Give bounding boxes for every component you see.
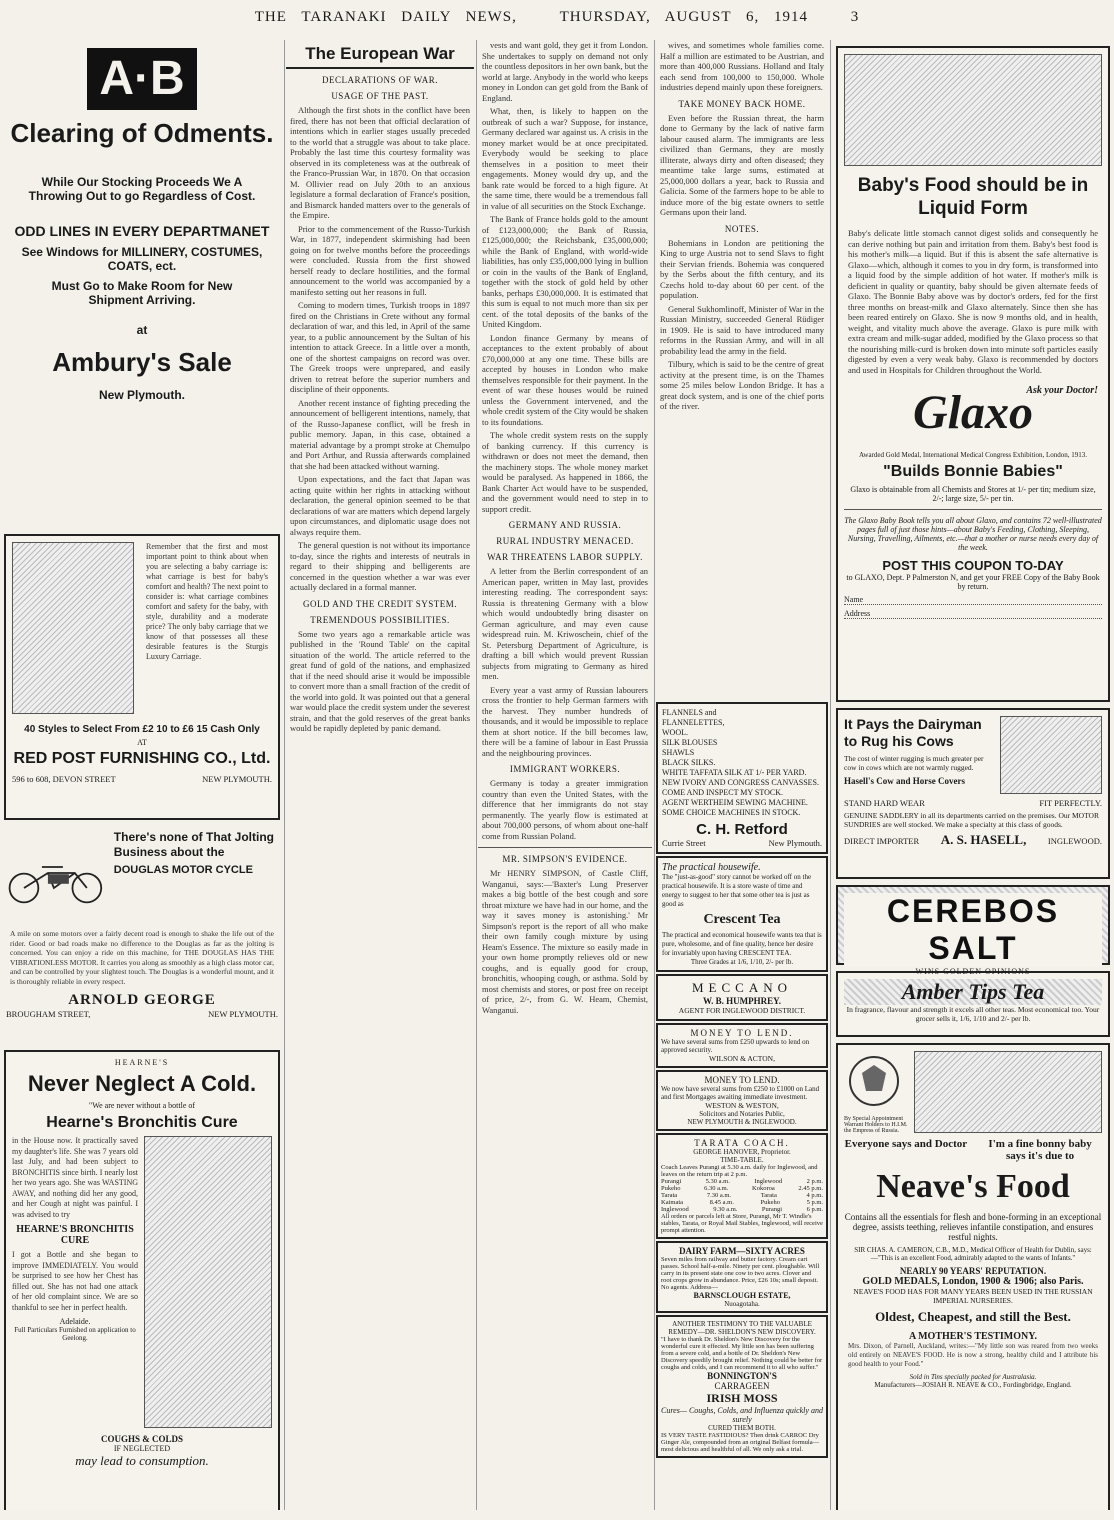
crescent-blurb: The "just-as-good" story cannot be worked off on the practical housewife. It is a store waste of time and energy to suggest to her that some other tea is just as good as	[662, 873, 812, 908]
redpost-address: 596 to 608, DEVON STREET	[12, 774, 116, 784]
douglas-brand: DOUGLAS MOTOR CYCLE	[113, 864, 253, 876]
timetable-cell: 6 p.m.	[806, 1206, 823, 1213]
neave-royal: NEAVE'S FOOD HAS FOR MANY YEARS BEEN USED IN THE RUSSIAN IMPERIAL NURSERIES.	[853, 1287, 1093, 1305]
neave-years: NEARLY 90 YEARS' REPUTATION.	[899, 1266, 1047, 1276]
neave-testimony: Mrs. Dixon, of Parnell, Auckland, writes:—"My little son was reared from two weeks old entirely on NEAVE'S FOOD. He is now a strong, healthy child and I attribute his good health to your Food."	[848, 1342, 1098, 1368]
coupon-heading: POST THIS COUPON TO-DAY	[882, 558, 1064, 573]
column-5	[832, 40, 1114, 1510]
knight-illustration	[144, 1136, 272, 1428]
douglas-dealer: ARNOLD GEORGE	[68, 992, 216, 1008]
timetable-cell: Purangi	[661, 1178, 682, 1185]
article-paragraph: General Sukhomlinoff, Minister of War in the Russian Ministry, succeeded General Rüdiger in 1909. He is said to have introduced many reforms in the Russian Army, and will in all probability lead the army in the field.	[660, 303, 824, 356]
neave-name: Neave's Food	[876, 1168, 1070, 1205]
glaxo-book: The Glaxo Baby Book tells you all about Glaxo, and contains 72 well-illustrated pages full of just those hints—about Baby's Feeding, Clothing, Sleeping, Nursing, Travelling, Ailments, etc.—that a mother or nurse needs every day of the week.	[844, 516, 1102, 552]
glaxo-award: Awarded Gold Medal, International Medical Congress Exhibition, London, 1913.	[859, 451, 1087, 459]
timetable-cell: 8.45 a.m.	[709, 1199, 734, 1206]
money-role: Solicitors and Notaries Public,	[699, 1110, 785, 1118]
meccano-advert	[656, 974, 828, 1021]
neave-sold: Sold in Tins specially packed for Australasia.	[909, 1373, 1037, 1381]
hasell-town: INGLEWOOD.	[1047, 836, 1102, 846]
article-paragraph: Another recent instance of fighting preceding the announcement of belligerent intentions, namely, that of the Russo-Japanese conflict, will be fresh in public memory. Japan, in this case, obtained a material advantage by a prompt stroke at Chemulpo and Port Arthur, and Russia afterwards complained that she had been attacked without warning.	[290, 397, 470, 471]
retford-name: C. H. Retford	[696, 821, 788, 838]
timetable-cell: Tarata	[661, 1192, 678, 1199]
timetable-cell: 2 p.m.	[806, 1178, 823, 1185]
article-paragraph: Germany is today a greater immigration country than even the United States, with the difference that her immigrants do not stay permanently. The yearly flow is estimated at about 700,000 persons, of whom about one-half come from Russian Poland.	[482, 778, 648, 841]
article-paragraph: The whole credit system rests on the supply of banking currency. If this currency is withdrawn or does not meet the demand, then the machinery stops. The whole money market would be paralysed. As happened in 1866, the Bank Charter Act would have to be suspended, and the government would need to step in to support credit.	[482, 430, 648, 514]
horse-illustration	[1000, 716, 1102, 794]
redpost-styles: 40 Styles to Select From £2 10 to £6 15 Cash Only	[24, 724, 260, 735]
masthead	[0, 0, 1114, 34]
timetable-cell: Pukeho	[760, 1199, 780, 1206]
bonnington-cures: Cures— Coughs, Colds, and Influenza quickly and surely	[661, 1406, 823, 1424]
retford-advert	[656, 702, 828, 854]
article-paragraph: Coming to modern times, Turkish troops in 1897 fired on the Christians in Crete without any formal declaration of war, and this led, in April of the same year, to a public announcement by the Sultan of his intention to attack Greece. In a little over a month, one of the shortest campaigns on record was over. The Greek troops were unprepared, and easily driven to retreat before the superior numbers and discipline of their opponents.	[290, 300, 470, 394]
redpost-name: RED POST FURNISHING CO., Ltd.	[13, 750, 271, 767]
timetable-cell: 7.30 a.m.	[706, 1192, 732, 1199]
hasell-headline: It Pays the Dairyman to Rug his Cows	[844, 716, 982, 749]
hasell-name: A. S. HASELL,	[940, 832, 1027, 847]
money-lend-advert-1	[656, 1023, 828, 1068]
redpost-advert	[4, 534, 280, 820]
column-4-ad-stack	[656, 40, 828, 1510]
coupon-address-field[interactable]: Address	[844, 609, 1102, 619]
timetable-cell: Tarata	[760, 1192, 777, 1199]
redpost-town: NEW PLYMOUTH.	[202, 774, 272, 784]
glaxo-advert	[836, 46, 1110, 702]
article-paragraph: Tilbury, which is said to be the centre of great activity at the present time, is on the Thames some 25 miles below London Bridge. It has a great dock system, and is one of the chief ports of the river.	[660, 359, 824, 411]
hearne-advert	[4, 1050, 280, 1510]
bonnington-head: ANOTHER TESTIMONY TO THE VALUABLE REMEDY—DR. SHELDON'S NEW DISCOVERY.	[668, 1320, 816, 1336]
hearne-foot-1: COUGHS & COLDS	[100, 1434, 183, 1444]
subhead-rural: RURAL INDUSTRY MENACED.	[496, 536, 634, 546]
meccano-agent: W. B. HUMPHREY.	[702, 996, 782, 1006]
article-paragraph: London finance Germany by means of acceptances to the extent probably of about £70,000,000 at any one time. These bills are accepted by houses in London who make themselves responsible for their payment. In the event of war these houses would be ruined unless the Government intervened, and the whole credit system of the City would be shaken to its foundations.	[482, 332, 648, 427]
crescent-desc: The practical and economical housewife wants tea that is pure, wholesome, and of fine quality, hence her desire for invariably upon having CRESCENT TEA.	[662, 931, 822, 957]
coupon-name-field[interactable]: Name	[844, 595, 1102, 605]
column-rule	[284, 40, 285, 1510]
timetable-cell: Inglewood	[661, 1206, 689, 1213]
money-lend-advert-2	[656, 1070, 828, 1131]
article-paragraph: The Bank of France holds gold to the amount of £123,000,000; the Bank of Russia, £125,000,000; the Reichsbank, £35,000,000; while the Bank of England, with world-wide liabilities, has only £35,000,000 lying in bullion or coin in the vaults of the Bank of England, together with the stock of gold held by other banks, perhaps £30,000,000. It is estimated that this sum is equal to not much more than six per cent. of the total deposits of the banks of the United Kingdom.	[482, 214, 648, 329]
retford-item: FLANNELS and	[662, 708, 717, 717]
retford-item: AGENT WERTHEIM SEWING MACHINE. SOME CHOICE MACHINES IN STOCK.	[662, 798, 808, 817]
subhead-money-home: TAKE MONEY BACK HOME.	[678, 98, 806, 109]
neave-testimony-title: A MOTHER'S TESTIMONY.	[908, 1331, 1038, 1342]
subhead-declarations: DECLARATIONS OF WAR.	[321, 75, 439, 85]
retford-item: WHITE TAFFATA SILK AT 1/- PER YARD.	[662, 768, 807, 777]
column-rule	[476, 40, 477, 1510]
glaxo-availability: Glaxo is obtainable from all Chemists and Stores at 1/- per tin; medium size, 2/-; large size, 5/- per tin.	[850, 485, 1096, 503]
timetable-row	[661, 1192, 823, 1199]
bottle-label-3: IRISH MOSS	[706, 1391, 778, 1405]
glaxo-headline: Baby's Food should be in Liquid Form	[857, 175, 1089, 219]
retford-item: SHAWLS	[662, 748, 695, 757]
timetable-cell: 6.30 a.m.	[704, 1185, 729, 1192]
money-name: WILSON & ACTON,	[709, 1054, 775, 1063]
page-number: 3	[850, 9, 860, 25]
ambury-at: at	[136, 323, 148, 337]
timetable-cell: 4 p.m.	[806, 1192, 823, 1199]
amber-name: Amber Tips Tea	[844, 979, 1102, 1005]
bonnington-advert	[656, 1315, 828, 1458]
hasell-fit: FIT PERFECTLY.	[1039, 798, 1102, 808]
glaxo-logo: Glaxo	[913, 386, 1033, 439]
column-2	[286, 40, 474, 1510]
bonnington-text: "I have to thank Dr. Sheldon's New Discovery for the wonderful cure it effected. My little son has been suffering from a severe cold, and a bottle of Dr. Sheldon's New Discovery speedily brought relief. Nothing could be better for coughs and colds, and I can recommend it to all who suffer."	[661, 1336, 823, 1371]
cerebos-sub: WINS GOLDEN OPINIONS	[915, 967, 1031, 976]
timetable-row	[661, 1206, 823, 1213]
baby-carriage-illustration	[12, 542, 134, 714]
column-rule	[830, 40, 831, 1510]
hearne-label: HEARNE'S BRONCHITIS CURE	[16, 1224, 134, 1246]
newspaper-title: THE TARANAKI DAILY NEWS,	[254, 9, 517, 25]
article-paragraph: Every year a vast army of Russian labourers cross the frontier to help German farmers with the harvest. They number hundreds of thousands, and it would be impossible to replace them at short notice. If the bill becomes law, there will be a famine of labour in East Prussia and the neighbouring provinces.	[482, 684, 648, 758]
hearne-place: Adelaide.	[59, 1317, 91, 1326]
column-1	[0, 40, 284, 1510]
neave-medals: GOLD MEDALS, London, 1900 & 1906; also Paris.	[862, 1276, 1084, 1287]
douglas-address: BROUGHAM STREET,	[6, 1009, 91, 1019]
neave-maker: Manufacturers—JOSIAH R. NEAVE & CO., Fordingbridge, England.	[874, 1381, 1072, 1389]
retford-town: New Plymouth.	[768, 838, 822, 848]
issue-date: THURSDAY, AUGUST 6, 1914	[559, 9, 808, 25]
ambury-line4: See Windows for MILLINERY, COSTUMES, COATS, ect.	[21, 245, 263, 273]
douglas-town: NEW PLYMOUTH.	[208, 1009, 278, 1019]
coach-sub: TIME-TABLE.	[720, 1156, 764, 1164]
subhead-labor: WAR THREATENS LABOR SUPPLY.	[487, 552, 643, 562]
cerebos-advert	[836, 885, 1110, 976]
redpost-at: AT	[137, 738, 147, 747]
hasell-advert	[836, 708, 1110, 879]
subhead-notes: NOTES.	[724, 223, 760, 234]
coach-text: Coach Leaves Purangi at 5.30 a.m. daily for Inglewood, and leaves on the return trip at 2 p.m.	[661, 1164, 818, 1178]
money-name: WESTON & WESTON,	[705, 1101, 779, 1110]
hearne-brand: HEARNE'S	[114, 1058, 170, 1067]
money-town: NEW PLYMOUTH & INGLEWOOD.	[687, 1118, 797, 1126]
crescent-tag: The practical housewife.	[662, 862, 761, 873]
neave-advert	[836, 1043, 1110, 1510]
article-paragraph: Upon expectations, and the fact that Japan was acting quite within her rights in attacking without declaration, the general opinion seemed to be that declarations of war are matters which depend largely upon circumstances, and diplomatic usage does not always require them.	[290, 474, 470, 537]
hasell-role: DIRECT IMPORTER	[844, 836, 920, 846]
article-paragraph: vests and want gold, they get it from London. She undertakes to supply on demand not only the countless depositors in her own bank, but the world at large. Anybody in the world who keeps money in London can get gold from the Bank of England.	[482, 40, 648, 103]
motorcycle-illustration	[6, 830, 108, 925]
retford-street: Currie Street	[662, 838, 706, 848]
timetable-row	[661, 1199, 823, 1206]
dairy-town: Nuoagotaha.	[724, 1300, 760, 1308]
coach-prop: GEORGE HANOVER, Proprietor.	[693, 1148, 791, 1156]
timetable-cell: 5 p.m.	[806, 1199, 823, 1206]
ambury-headline: Clearing of Odments.	[10, 118, 274, 148]
money-head: MONEY TO LEND.	[690, 1028, 794, 1038]
dairy-head: DAIRY FARM—SIXTY ACRES	[679, 1246, 805, 1256]
amber-tips-advert	[836, 971, 1110, 1037]
simpson-head: MR. SIMPSON'S EVIDENCE.	[502, 854, 628, 864]
ambury-line5: Must Go to Make Room for New Shipment Arriving.	[51, 279, 233, 307]
hearne-foot-3: may lead to consumption.	[75, 1453, 209, 1468]
subhead-possibilities: TREMENDOUS POSSIBILITIES.	[310, 614, 450, 625]
article-paragraph: wives, and sometimes whole families come. Half a million are estimated to be Austrian, and more than 400,000 Russians. Holland and Italy each send from 100,000 to 150,000. Whole industries depend mainly upon these foreigners.	[660, 40, 824, 92]
neave-tag: Oldest, Cheapest, and still the Best.	[875, 1309, 1071, 1324]
subhead-usage: USAGE OF THE PAST.	[331, 91, 429, 101]
subhead-immigrant: IMMIGRANT WORKERS.	[509, 764, 621, 774]
baby-illustration	[844, 54, 1102, 166]
article-paragraph: Prior to the commencement of the Russo-Turkish War, in 1877, independent skirmishing had been going on for twelve months before the proceedings were concluded. Russia from the first showed herself ready to declare hostilities, and the formal announcement to the world was accompanied by a manifesto setting out her reasons in full.	[290, 223, 470, 297]
dairy-note: No agents. Address—	[661, 1284, 718, 1291]
douglas-advert	[0, 826, 284, 1044]
bottle-label-2: CARRAGEEN	[714, 1381, 770, 1391]
coach-head: TARATA COACH.	[694, 1138, 790, 1148]
timetable-row	[661, 1178, 823, 1185]
bonnington-foot: CURED THEM BOTH.	[708, 1424, 776, 1432]
subhead-germany-russia: GERMANY AND RUSSIA.	[508, 520, 622, 530]
money-text: We now have several sums from £250 to £1000 on Land and first Mortgages awaiting immediate investment.	[661, 1085, 820, 1101]
article-paragraph: The general question is not without its importance to-day, since the rights and interests of neutrals in regard to their shipping and belligerents are concerned in the question whether a war was ever actually declared in a formal manner.	[290, 540, 470, 592]
hearne-quote: "We are never without a bottle of	[88, 1101, 196, 1110]
neave-text: Contains all the essentials for flesh and bone-forming in an exceptional degree, assists teething, relieves infantile constipation, and ensures restful nights.	[844, 1212, 1102, 1242]
hearne-text-2: I got a Bottle and she began to improve IMMEDIATELY. You would be surprised to see how her Chest has filled out. She has not had one attack of her old complaint since. We are so thankful to see her in perfect health.	[12, 1250, 138, 1312]
ab-logo: A·B	[87, 48, 197, 110]
timetable-cell: Inglewood	[754, 1178, 783, 1185]
hasell-sub: Hasell's Cow and Horse Covers	[844, 776, 965, 786]
hearne-text: in the House now. It practically saved my daughter's life. She was 7 years old last July, and had been subject to BRONCHITIS since birth. I nearly lost her two years ago. She was WASTING AWAY, and nothing did her any good, and her Cough at night was painful. I was advised to try	[12, 1136, 138, 1219]
amber-text: In fragrance, flavour and strength it excels all other teas. Most economical too. Your grocer sells it, 1/6, 1/10 and 2/- per lb.	[846, 1005, 1100, 1023]
retford-item: FLANNELETTES,	[662, 718, 725, 727]
ambury-line2: Throwing Out to go Regardless of Cost.	[28, 189, 256, 203]
redpost-text: Remember that the first and most important point to think about when you are selecting a baby carriage is: what carriage is best for baby's comfort and health? The next point to consider is: what carriage combines comfort and safety for the baby, with style, durability and a moderate price? The only baby carriage that we know of that possesses all these desirable features is the Sturgis Luxury Carriage.	[146, 542, 268, 661]
timetable-cell: 9.30 a.m.	[713, 1206, 738, 1213]
timetable-cell: 2.45 p.m.	[798, 1185, 823, 1192]
retford-item: WOOL.	[662, 728, 688, 737]
hearne-foot-2: IF NEGLECTED	[113, 1444, 171, 1453]
column-rule	[654, 40, 655, 1510]
ambury-advert	[0, 48, 284, 528]
ask-doctor: Ask your Doctor!	[1026, 385, 1098, 396]
crest-icon	[844, 1051, 904, 1111]
neave-warrant: By Special Appointment Warrant Holders to H.I.M. the Empress of Russia.	[844, 1116, 908, 1134]
dairy-name: BARNSCLOUGH ESTATE,	[693, 1291, 791, 1300]
timetable-cell: Kaimata	[661, 1199, 684, 1206]
neave-doctor: SIR CHAS. A. CAMERON, C.B., M.D., Medical Officer of Health for Dublin, says:—"This is an excellent Food, admirably adapted to the wants of Infants."	[854, 1246, 1092, 1262]
hasell-text: The cost of winter rugging is much greater per cow in cows which are not warmly rugged.	[844, 754, 984, 772]
timetable-row	[661, 1185, 823, 1192]
cerebos-name: CEREBOS SALT	[844, 893, 1102, 967]
simpson-text: Mr HENRY SIMPSON, of Castle Cliff, Wanganui, says:—'Baxter's Lung Preserver makes a big bottle of the best cough and sore throat mixture we have had in our home, and the way it saves money is astonishing.' Mr Simpson's report is the report of all who make their own family cough mixture by using Heam's Essence. The mixture so easily made in your own home promptly relieves old or new coughs, and is equally good for croup, bronchitis, whooping cough, or asthma. Sold by most chemists and stores, or post free on receipt of price, 2/-, from G. W. Heam, Chemist, Wanganui.	[482, 868, 648, 1015]
retford-item: BLACK SILKS.	[662, 758, 716, 767]
hasell-note: GENUINE SADDLERY in all its departments carried on the premises. Our MOTOR SUNDRIES are well stocked. We make a specialty at this class of goods.	[844, 811, 1099, 829]
timetable-cell: Kokoroa	[752, 1185, 775, 1192]
article-paragraph: Some two years ago a remarkable article was published in the 'Round Table' on the capital situation of the world. The article referred to the great fund of gold of the nations, and emphasized that if the need should arise it would be impossible to convert more than a small fraction of the credit of the world into gold. It was pointed out that a general war would place the credit system under the severest strain, and that the gold reserves of the great banks would be rapidly depleted by panic demand.	[290, 628, 470, 733]
glaxo-text: Baby's delicate little stomach cannot digest solids and consequently he can derive nothing but pain and irritation from them. Baby's best food is his mother's milk—a liquid. But if this is absent the safe alternative is Glaxo—which, although it comes to you in dry form, is transformed into a liquid food by the simple addition of hot water. If mother's milk is deficient in quality or quantity, baby should be given alternate feeds of Glaxo. The Bonnie Baby above was by doctor's orders, fed for the first three months on breast-milk and Glaxo alternately. Since then she has been reared entirely on Glaxo. She is now 9 months old, and in health, weight, and vitality much above the average. Glaxo is pure milk with extra cream and milk-sugar added, modified by the Glaxo process so that the nourishing milk-curd is broken down into minute soft particles easily digested by even a very weak baby. Glaxo is recommended by doctors and used in Hospitals for Children throughout the World.	[848, 228, 1098, 375]
article-paragraph: Even before the Russian threat, the harm done to Germany by the lack of native farm labour caused alarm. The immigrants are less civilized than Germans, they are mostly illiterate, always dirty and often diseased; they meantime take large sums, estimated at 25,000,000 dollars a year, back to Russia and Galicia. Some of the farmers hope to be able to induce more of the big estate owners to settle Germans upon their land.	[660, 112, 824, 217]
bottle-label-1: BONNINGTON'S	[707, 1371, 777, 1381]
tarata-coach-advert	[656, 1133, 828, 1239]
hearne-headline: Never Neglect A Cold.	[27, 1071, 257, 1096]
douglas-text: A mile on some motors over a fairly decent road is enough to shake the life out of the rider. Good or bad roads make no difference to the Douglas as far as the jolting is concerned. You can enjoy a ride on this machine, for THE DOUGLAS HAS THE VIBRATIONLESS MOTOR. It carries you along as smoothly as a high class motor car, and can be controlled by your slightest touch. The Douglas is a wonderful mount, and it is thoroughly reliable in every respect.	[10, 929, 274, 986]
neave-right: I'm a fine bonny baby says it's due to	[988, 1138, 1092, 1162]
hasell-wear: STAND HARD WEAR	[844, 798, 925, 808]
hearne-product: Hearne's Bronchitis Cure	[46, 1114, 238, 1131]
neave-left: Everyone says and Doctor	[844, 1138, 968, 1150]
money-text: We have several sums from £250 upwards to lend on approved security.	[661, 1038, 810, 1054]
timetable-cell: 5.30 a.m.	[705, 1178, 730, 1185]
money-head: MONEY TO LEND.	[704, 1075, 780, 1085]
crescent-grades: Three Grades at 1/6, 1/10, 2/- per lb.	[690, 958, 794, 966]
crescent-tea-advert	[656, 856, 828, 972]
subhead-gold: GOLD AND THE CREDIT SYSTEM.	[303, 598, 457, 609]
article-paragraph: What, then, is likely to happen on the outbreak of such a war? Suppose, for instance, Germany declared war against us. A crisis in the money market would be at once precipitated. Everybody would be seeking to place themselves in a position to meet their engagements. Money would dry up, and the bank rate would be forced to a high figure. At the same time, there would be a tremendous fall in value of all securities on the Stock Exchange.	[482, 106, 648, 211]
retford-address-row	[662, 838, 822, 848]
retford-item: NEW IVORY AND CONGRESS CANVASSES. COME AND INSPECT MY STOCK.	[662, 778, 819, 797]
baby-illustration	[914, 1051, 1102, 1133]
meccano-name: MECCANO	[691, 980, 792, 995]
timetable-cell: Purangi	[761, 1206, 783, 1213]
ambury-line1: While Our Stocking Proceeds We A	[41, 175, 243, 189]
ambury-name: Ambury's Sale	[52, 347, 232, 377]
column-3	[478, 40, 652, 1510]
european-war-title: The European War	[286, 44, 474, 69]
retford-item: SILK BLOUSES	[662, 738, 718, 747]
article-paragraph: A letter from the Berlin correspondent of an American paper, written in May last, provides interesting reading. The correspondent says: Russia is threatening Germany with a blow which would undoubtedly bring disaster on German agriculture, and may even cause widespread ruin. M. Kriwoschein, chief of the St. Petersburg Department of Agriculture, is drafting a bill which would prevent Russian subjects from migrating to Germany as hired men.	[482, 566, 648, 681]
ambury-town: New Plymouth.	[98, 388, 185, 402]
hearne-note: Full Particulars Furnished on application to Geelong.	[14, 1326, 136, 1342]
article-paragraph: Bohemians in London are petitioning the King to urge Austria not to send Slavs to fight their Servian friends. Bohemia was conquered by the Serbs about the fifth century, and its Czechs hold to-day about 60 per cent. of the population.	[660, 237, 824, 300]
crescent-name: Crescent Tea	[703, 912, 781, 927]
ambury-line3: ODD LINES IN EVERY DEPARTMANET	[14, 223, 270, 239]
dairy-farm-advert	[656, 1241, 828, 1313]
coupon-text: to GLAXO, Dept. P Palmerston N, and get your FREE Copy of the Baby Book by return.	[846, 573, 1100, 591]
article-paragraph: Although the first shots in the conflict have been fired, there has not been that official declaration of intentions which in earlier stages usually preceded to the world that a struggle was about to take place. Probably the last time this courtesy formality was observed in its completeness was at the outbreak of the Franco-Prussian War, in 1870. On that occasion M. Ollivier read on July 20th to an anxious legislature a formal declaration of France's position, and Bismarck handed matters over to the generals of the Empire.	[290, 105, 470, 220]
timetable-cell: Pukeho	[661, 1185, 681, 1192]
coach-note: All orders or parcels left at Store, Purangi, Mr T. Windle's stables, Tarata, or Royal Mail Stables, Inglewood, will receive prompt attention.	[661, 1213, 823, 1234]
dairy-text: Seven miles from railway and butter factory. Cream cart passes. School half-a-mile. Ninety per cent. ploughable. Will carry in its present state one cow to two acres. Clover and root crops grow in abundance. Price, £26 10s; small deposit.	[661, 1256, 820, 1284]
glaxo-slogan: "Builds Bonnie Babies"	[883, 463, 1063, 480]
meccano-role: AGENT FOR INGLEWOOD DISTRICT.	[678, 1006, 806, 1015]
bonnington-foot-2: IS VERY TASTE FASTIDIOUS? Then drink CARROC Dry Ginger Ale, compounded from an original Belfast formula—most delicious and healthful of all. We only ask a trial.	[661, 1432, 820, 1453]
douglas-tagline: There's none of That Jolting Business about the	[113, 830, 274, 859]
